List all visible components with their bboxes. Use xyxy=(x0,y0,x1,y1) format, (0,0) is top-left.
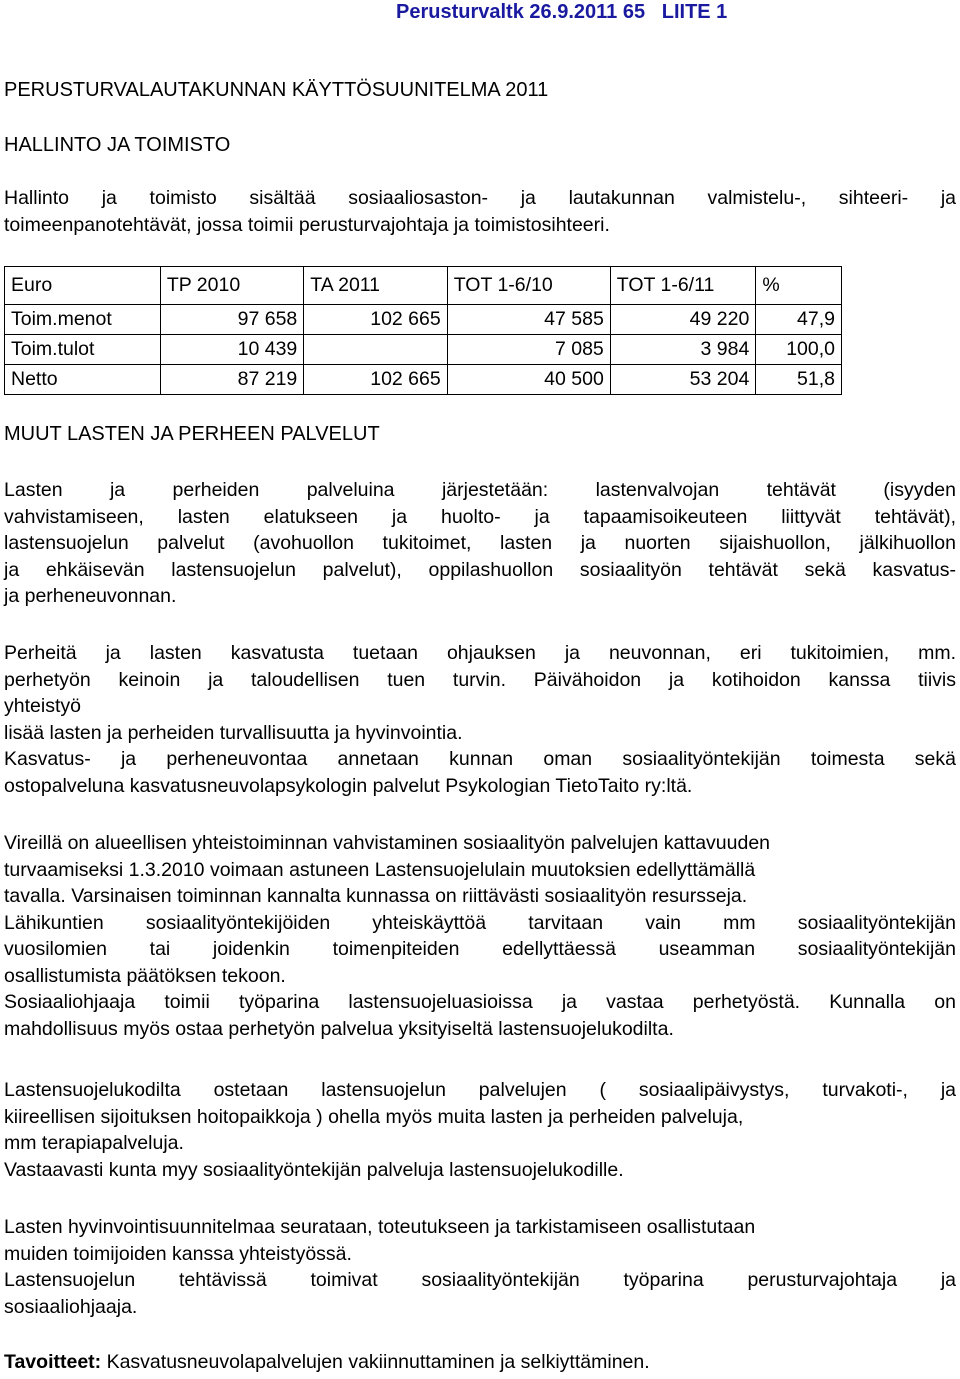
text-line: kiireellisen sijoituksen hoitopaikkoja ) ohella myös muita lasten ja perheiden palveluja, xyxy=(4,1105,744,1128)
row-label: Toim.menot xyxy=(5,305,161,335)
header-cell: TP 2010 xyxy=(160,267,303,305)
text-line: Lasten hyvinvointisuunnitelmaa seurataan, toteutukseen ja tarkistamiseen osallistutaan xyxy=(4,1216,756,1238)
table-row xyxy=(5,305,842,335)
header-cell: Euro xyxy=(5,267,161,305)
cell-value: 10 439 xyxy=(160,335,303,365)
cell-value xyxy=(304,335,447,365)
section-title-lasten-palvelut: MUUT LASTEN JA PERHEEN PALVELUT xyxy=(4,423,380,445)
text-line: ja ehkäisevän lastensuojelun palvelut), oppilashuollon sosiaalityön tehtävät sekä kasvatus- xyxy=(4,558,956,581)
row-label: Netto xyxy=(5,365,161,395)
paragraph-support xyxy=(4,640,956,799)
text-line: mahdollisuus myös ostaa perhetyön palvelua yksityiseltä lastensuojelukodilta. xyxy=(4,1017,674,1040)
text-line: Lähikuntien sosiaalityöntekijöiden yhteiskäyttöä tarvitaan vain mm sosiaalityöntekijän xyxy=(4,911,956,934)
cell-value: 47 585 xyxy=(447,305,610,335)
cell-value: 7 085 xyxy=(447,335,610,365)
text-line: Lastensuojelun tehtävissä toimivat sosiaalityöntekijän työparina perusturvajohtaja ja xyxy=(4,1269,956,1291)
paragraph-cooperation xyxy=(4,830,956,1042)
row-label: Toim.tulot xyxy=(5,335,161,365)
cell-value: 3 984 xyxy=(610,335,756,365)
text-line: sosiaaliohjaaja. xyxy=(4,1295,138,1318)
table-row xyxy=(5,335,842,365)
page-header: Perusturvaltk 26.9.2011 65 LIITE 1 xyxy=(396,1,728,23)
cell-value: 87 219 xyxy=(160,365,303,395)
cell-value: 40 500 xyxy=(447,365,610,395)
paragraph-services xyxy=(4,477,956,610)
intro-line: Hallinto ja toimisto sisältää sosiaaliosaston- ja lautakunnan valmistelu-, sihteeri- ja xyxy=(4,187,956,209)
document-title: PERUSTURVALAUTAKUNNAN KÄYTTÖSUUNITELMA 2011 xyxy=(4,79,549,101)
text-line: ja perheneuvonnan. xyxy=(4,585,177,607)
intro-line: toimeenpanotehtävät, jossa toimii perusturvajohtaja ja toimistosihteeri. xyxy=(4,213,610,236)
goals-paragraph xyxy=(4,1349,956,1376)
text-line: osallistumista päätöksen tekoon. xyxy=(4,964,286,987)
text-line: Perheitä ja lasten kasvatusta tuetaan ohjauksen ja neuvonnan, eri tukitoimien, mm. xyxy=(4,642,956,664)
text-line: Vireillä on alueellisen yhteistoiminnan vahvistaminen sosiaalityön palvelujen kattavuuden xyxy=(4,832,771,854)
paragraph-purchased-services xyxy=(4,1077,956,1183)
text-line: lastensuojelun palvelut (avohuollon tukitoimet, lasten ja nuorten sijaishuollon, jälkihuollon xyxy=(4,532,956,554)
cell-value: 51,8 xyxy=(756,365,842,395)
cell-value: 49 220 xyxy=(610,305,756,335)
text-line: Sosiaaliohjaaja toimii työparina lastensuojeluasioissa ja vastaa perhetyöstä. Kunnalla on xyxy=(4,991,956,1013)
budget-table xyxy=(4,266,842,395)
table-row xyxy=(5,365,842,395)
cell-value: 97 658 xyxy=(160,305,303,335)
text-line: Lasten ja perheiden palveluina järjestetään: lastenvalvojan tehtävät (isyyden xyxy=(4,479,956,501)
text-line: tavalla. Varsinaisen toiminnan kannalta kunnassa on riittävästi sosiaalityön resursseja. xyxy=(4,885,748,907)
section-title-hallinto: HALLINTO JA TOIMISTO xyxy=(4,134,231,156)
text-line: vuosilomien tai joidenkin toimenpiteiden edellyttäessä useamman sosiaalityöntekijän xyxy=(4,938,956,960)
text-line: vahvistamiseen, lasten elatukseen ja huolto- ja tapaamisoikeuteen liittyvät tehtävät), xyxy=(4,505,956,528)
text-line: mm terapiapalveluja. xyxy=(4,1132,184,1154)
budget-table-header xyxy=(5,267,842,305)
text-line: muiden toimijoiden kanssa yhteistyössä. xyxy=(4,1242,352,1265)
text-line: perhetyön keinoin ja taloudellisen tuen turvin. Päivähoidon ja kotihoidon kanssa tiivis xyxy=(4,668,956,691)
cell-value: 100,0 xyxy=(756,335,842,365)
cell-value: 102 665 xyxy=(304,365,447,395)
text-line: Kasvatus- ja perheneuvontaa annetaan kunnan oman sosiaalityöntekijän toimesta sekä xyxy=(4,748,956,770)
goals-label: Tavoitteet: xyxy=(4,1351,102,1373)
goals-text: Kasvatusneuvolapalvelujen vakiinnuttaminen ja selkiyttäminen. xyxy=(101,1351,650,1373)
text-line: ostopalveluna kasvatusneuvolapsykologin palvelut Psykologian TietoTaito ry:ltä. xyxy=(4,774,693,797)
text-line: lisää lasten ja perheiden turvallisuutta ja hyvinvointia. xyxy=(4,721,463,744)
text-line: yhteistyö xyxy=(4,695,81,717)
intro-paragraph xyxy=(4,185,956,238)
header-cell: TOT 1-6/11 xyxy=(610,267,756,305)
cell-value: 102 665 xyxy=(304,305,447,335)
header-cell: TOT 1-6/10 xyxy=(447,267,610,305)
cell-value: 53 204 xyxy=(610,365,756,395)
header-cell: % xyxy=(756,267,842,305)
text-line: Lastensuojelukodilta ostetaan lastensuojelun palvelujen ( sosiaalipäivystys, turvakoti-, ja xyxy=(4,1079,956,1101)
header-cell: TA 2011 xyxy=(304,267,447,305)
cell-value: 47,9 xyxy=(756,305,842,335)
text-line: turvaamiseksi 1.3.2010 voimaan astuneen Lastensuojelulain muutoksien edellyttämällä xyxy=(4,858,756,881)
paragraph-wellbeing-plan xyxy=(4,1214,956,1320)
goals-line xyxy=(4,1349,956,1376)
text-line: Vastaavasti kunta myy sosiaalityöntekijän palveluja lastensuojelukodille. xyxy=(4,1158,624,1181)
